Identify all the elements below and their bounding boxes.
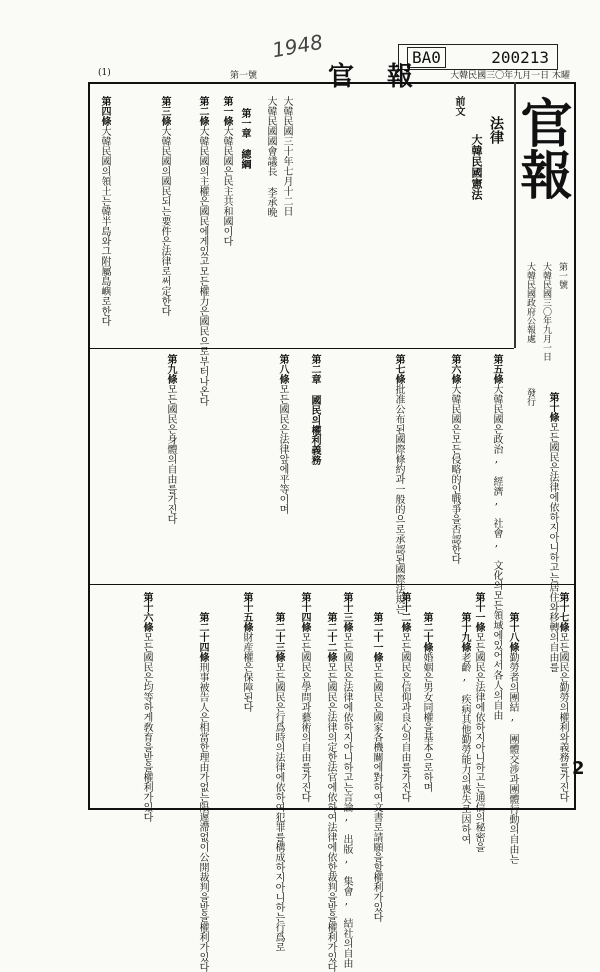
article-18: 第十八條勤勞者의團結, 團體交涉과團體行動의自由는 <box>507 612 518 864</box>
stamp-code: BA0 <box>407 47 446 68</box>
signer: 大韓民國國會議長 李承晩 <box>265 96 276 217</box>
article-4: 第四條大韓民國의領土는韓半島와그附屬島嶼로한다 <box>99 96 110 326</box>
article-19: 第十九條老齡, 疾病其他勤勞能力의喪失로因하여 <box>459 612 470 844</box>
handwritten-year: 1948 <box>270 29 325 63</box>
gazette-title: 官報 <box>511 96 572 200</box>
article-10: 第十條모든國民은法律에依하지아니하고는居住와移轉의自由를 <box>547 392 558 672</box>
article-1: 第一條大韓民國은民主共和國이다 <box>221 96 232 246</box>
publish-label: 發行 <box>525 388 535 406</box>
publisher: 大韓民國政府公報處 <box>525 262 535 343</box>
article-6: 第六條大韓民國은모든侵略的인戰爭을否認한다 <box>449 354 460 564</box>
page-number: 2 <box>572 758 585 779</box>
issue-label: 第一號 <box>230 71 258 81</box>
chapter-1-heading: 第一章 總綱 <box>239 108 250 169</box>
article-9: 第九條모든國民은身體의自由를가진다 <box>165 354 176 524</box>
article-11: 第十一條모든國民은法律에依하지아니하고는通信의秘密을 <box>473 592 484 852</box>
band-divider-1 <box>88 348 514 349</box>
chapter-2-heading: 第二章 國民의權利義務 <box>309 354 320 465</box>
law-title: 大韓民國憲法 <box>470 134 483 200</box>
article-24: 第二十四條刑事被告人은相當한理由가없는限遲滯없이公開裁判을받을權利가있다 <box>197 612 208 972</box>
article-20: 第二十條婚姻은男女同權을基本으로하며 <box>421 612 432 792</box>
article-21: 第二十一條모든國民은國家各機關에對하여文書로請願을할權利가있다 <box>371 612 382 922</box>
article-3: 第三條大韓民國의國民되는要件은法律로써定한다 <box>159 96 170 316</box>
stamp-number: 200213 <box>491 47 549 67</box>
band-divider-2 <box>88 584 576 585</box>
article-7: 第七條批准公布된國際條約과一般的으로承認된國際法規는 <box>393 354 404 614</box>
page-number-label: (1) <box>98 68 111 78</box>
date-line: 大韓民國三〇年九月一日 木曜 <box>450 71 570 81</box>
issue-number: 第一號 <box>557 262 567 289</box>
promulgation-date: 大韓民國三十年七月十二日 <box>281 96 292 216</box>
article-16: 第十六條모든國民은均等하게敎育을받을權利가있다 <box>141 592 152 822</box>
article-15: 第十五條財産權은保障된다 <box>241 592 252 712</box>
article-17: 第十七條모든國民은勤勞의權利와義務를가진다 <box>557 592 568 802</box>
masthead-title: 官 報 <box>328 62 426 92</box>
masthead-strip <box>92 62 576 92</box>
preamble-label: 前文 <box>453 96 464 116</box>
article-2: 第二條大韓民國의主權은國民에게있고모든權力은國民으로부터나온다 <box>197 96 208 406</box>
issue-date: 大韓民國三〇年九月一日 <box>541 262 551 361</box>
article-5: 第五條大韓民國은政治, 經濟, 社會, 文化의모든領域에있어서各人의自由 <box>491 354 502 720</box>
section-label: 法律 <box>488 116 504 144</box>
article-13: 第十三條모든國民은法律에依하지아니하고는言論, 出版, 集會, 結社의自由 <box>341 592 352 968</box>
article-23: 第二十三條모든國民은行爲時의法律에依하여犯罪를構成하지아니하는行爲로 <box>273 612 284 952</box>
article-14: 第十四條모든國民은學問과藝術의自由를가진다 <box>299 592 310 802</box>
article-12: 第十二條모든國民은信仰과良心의自由를가진다 <box>399 592 410 802</box>
article-22: 第二十二條모든國民은法律의定한法官에依하여法律에依한裁判을받을權利가있다 <box>325 612 336 972</box>
article-8: 第八條모든國民은法律앞에平等이며 <box>277 354 288 514</box>
